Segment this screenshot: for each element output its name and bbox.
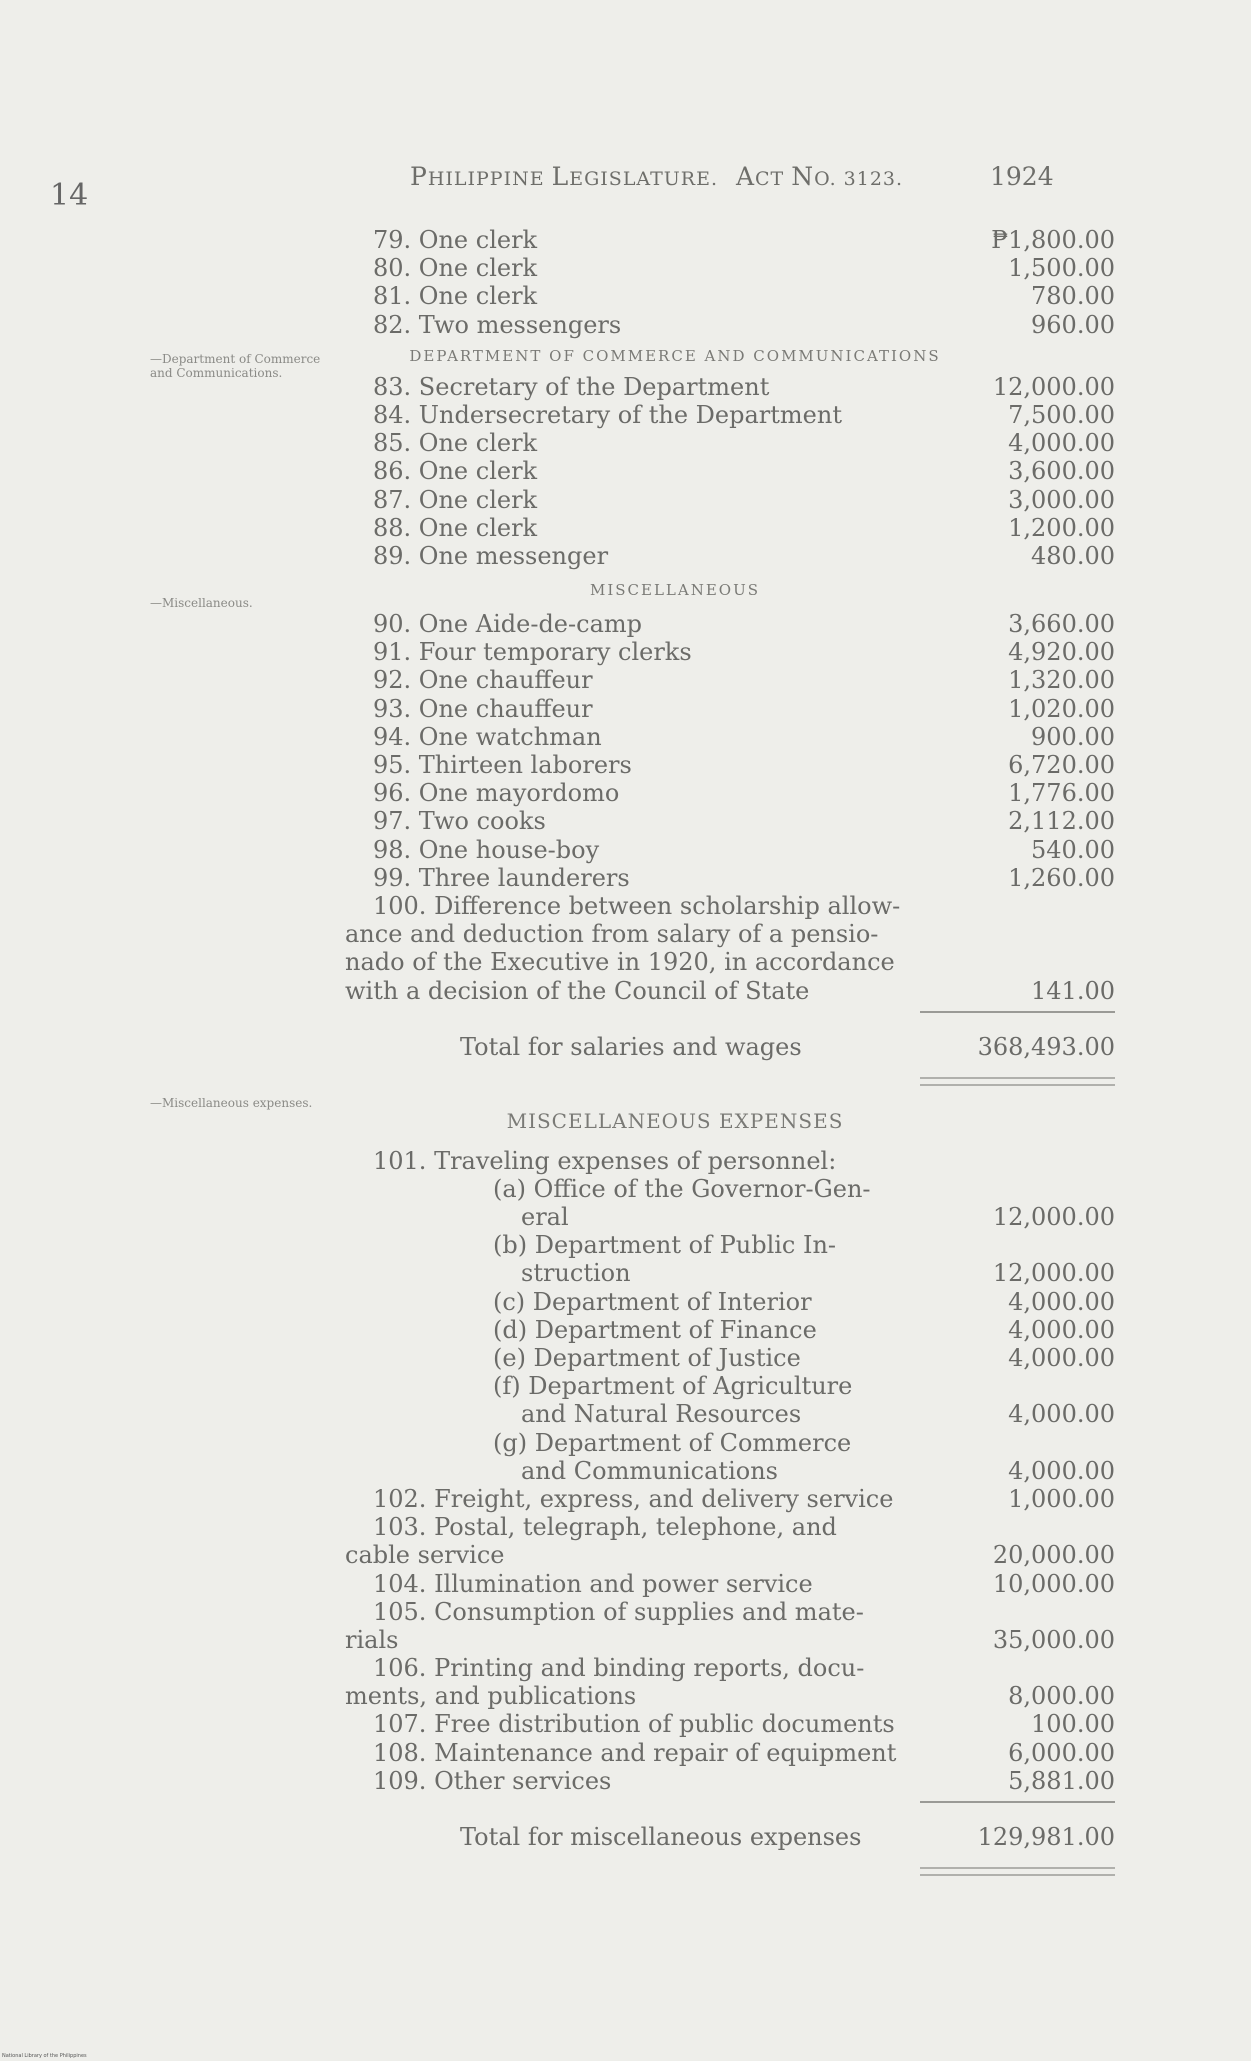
commerce-item-amount: 3,600.00 [1008,457,1115,486]
item-109-amount: 5,881.00 [1008,1766,1115,1795]
misc-item-row [345,751,1115,779]
misc-item-amount: 1,020.00 [1008,694,1115,723]
item-100-line4: with a decision of the Council of State 141.00 [345,976,1115,1005]
item-101f-amount: 4,000.00 [1008,1400,1115,1429]
misc-item-amount: 3,660.00 [1008,610,1115,639]
commerce-item-label: 83. Secretary of the Department [373,372,770,401]
line-item-row [345,254,1115,282]
misc-item-label: 99. Three launderers [373,863,630,892]
item-101g-line2: and Communications [521,1456,778,1485]
commerce-item-row [345,486,1115,514]
line-item-row [345,226,1115,254]
footer-credit: National Library of the Philippines [2,2053,87,2059]
item-101e: (e) Department of Justice [493,1344,801,1372]
item-101b-line2: struction [521,1259,631,1288]
misc-item-row [345,666,1115,694]
commerce-item-amount: 1,200.00 [1008,513,1115,542]
misc-item-amount: 1,260.00 [1008,863,1115,892]
item-105-line1: 105. Consumption of supplies and mate- [373,1597,864,1626]
margin-note-commerce: —Department of Commerce and Communications. [150,352,321,380]
item-108-amount: 6,000.00 [1008,1738,1115,1767]
margin-note-misc-expenses: —Miscellaneous expenses. [150,1096,313,1110]
item-100-line1: 100. Difference between scholarship allow- [373,891,901,920]
item-107-amount: 100.00 [1031,1710,1115,1739]
item-101d: (d) Department of Finance [493,1315,817,1344]
total-misc-expenses [345,1807,1115,1867]
item-100-line3: nado of the Executive in 1920, in accordance [345,948,895,977]
line-item-label: 79. One clerk [373,226,538,254]
total-salaries-amount: 368,493.00 [977,1032,1115,1061]
commerce-item-label: 84. Undersecretary of the Department [373,400,842,429]
item-101g-line1: (g) Department of Commerce [493,1428,852,1457]
misc-item-amount: 1,776.00 [1008,779,1115,808]
commerce-item-amount: 480.00 [1031,541,1115,570]
item-105-amount: 35,000.00 [992,1625,1115,1654]
line-item-label: 80. One clerk [373,254,538,283]
item-102: 102. Freight, express, and delivery service [373,1484,894,1513]
item-100-line2: ance and deduction from salary of a pensio- [345,920,879,949]
item-100-amount: 141.00 [1031,976,1115,1005]
commerce-item-label: 86. One clerk [373,457,538,486]
item-102-amount: 1,000.00 [1008,1484,1115,1513]
item-101g-amount: 4,000.00 [1008,1456,1115,1485]
appropriation-list [345,226,1115,1877]
misc-item-row [345,610,1115,638]
total-misc-label: Total for miscellaneous expenses [460,1823,862,1851]
misc-item-label: 93. One chauffeur [373,694,593,723]
item-103-line2: cable service [345,1541,505,1570]
item-101f-line2: and Natural Resources [521,1400,802,1429]
commerce-item-label: 89. One messenger [373,541,609,570]
item-103-amount: 20,000.00 [992,1541,1115,1570]
misc-item-label: 91. Four temporary clerks [373,638,692,667]
item-103-line1: 103. Postal, telegraph, telephone, and [373,1513,837,1542]
misc-item-label: 98. One house-boy [373,835,600,864]
commerce-item-label: 87. One clerk [373,485,538,514]
item-104-amount: 10,000.00 [992,1569,1115,1598]
item-101c-amount: 4,000.00 [1008,1287,1115,1316]
misc-item-amount: 2,112.00 [1008,807,1115,836]
subtotal-rule-misc [920,1801,1115,1803]
commerce-item-row [345,373,1115,401]
commerce-item-amount: 12,000.00 [992,372,1115,401]
margin-note-misc: —Miscellaneous. [150,596,253,610]
misc-item-amount: 900.00 [1031,722,1115,751]
misc-item-row [345,695,1115,723]
item-101c: (c) Department of Interior [493,1287,812,1316]
line-item-row [345,282,1115,310]
misc-item-row [345,807,1115,835]
item-108: 108. Maintenance and repair of equipment [373,1738,897,1767]
commerce-item-amount: 7,500.00 [1008,400,1115,429]
item-101f-line1: (f) Department of Agriculture [493,1372,853,1401]
total-salaries [345,1017,1115,1077]
misc-item-label: 94. One watchman [373,722,602,751]
line-item-amount: 780.00 [1031,282,1115,311]
line-item-amount: 1,500.00 [1008,254,1115,283]
item-101d-amount: 4,000.00 [1008,1315,1115,1344]
total-misc-double-rule [920,1867,1115,1876]
item-101b-line1: (b) Department of Public In- [493,1231,837,1260]
commerce-item-label: 88. One clerk [373,513,538,542]
running-head: PHILIPPINE LEGISLATURE. ACT NO. 3123. [410,162,904,191]
section-heading-misc-expenses: MISCELLANEOUS EXPENSES [506,1108,844,1133]
commerce-item-row [345,429,1115,457]
total-double-rule [920,1077,1115,1086]
misc-item-amount: 6,720.00 [1008,751,1115,779]
item-101a-line2: eral [521,1203,569,1232]
commerce-item-amount: 4,000.00 [1008,429,1115,458]
line-item-label: 81. One clerk [373,282,538,311]
misc-item-row [345,864,1115,892]
misc-item-label: 97. Two cooks [373,807,546,836]
item-101: 101. Traveling expenses of personnel: [373,1146,837,1175]
item-106-line1: 106. Printing and binding reports, docu- [373,1654,865,1683]
item-101b-amount: 12,000.00 [992,1259,1115,1288]
line-item-label: 82. Two messengers [373,310,622,339]
total-salaries-label: Total for salaries and wages [460,1032,802,1061]
subtotal-rule [920,1011,1115,1013]
misc-item-row [345,638,1115,666]
commerce-item-label: 85. One clerk [373,429,538,458]
section-heading-commerce: DEPARTMENT OF COMMERCE AND COMMUNICATIONS [409,346,941,365]
misc-item-row [345,723,1115,751]
commerce-item-row [345,542,1115,570]
commerce-item-row [345,514,1115,542]
misc-item-amount: 540.00 [1031,835,1115,864]
line-item-amount: ₱1,800.00 [991,226,1115,254]
item-106-amount: 8,000.00 [1008,1682,1115,1711]
item-104: 104. Illumination and power service [373,1569,813,1598]
misc-item-amount: 1,320.00 [1008,666,1115,695]
item-101e-amount: 4,000.00 [1008,1344,1115,1372]
section-heading-misc: MISCELLANEOUS [589,581,761,600]
commerce-item-row [345,457,1115,485]
item-107: 107. Free distribution of public documents [373,1710,895,1739]
misc-item-row [345,836,1115,864]
misc-item-label: 96. One mayordomo [373,779,620,808]
item-105-line2: rials [345,1625,399,1654]
misc-item-amount: 4,920.00 [1008,638,1115,667]
item-101a-line1: (a) Office of the Governor-Gen- [493,1174,871,1203]
misc-item-label: 95. Thirteen laborers [373,751,632,779]
item-109: 109. Other services [373,1766,612,1795]
page-number: 14 [50,178,89,213]
misc-item-row [345,779,1115,807]
running-head-year: 1924 [990,162,1054,191]
commerce-item-amount: 3,000.00 [1008,485,1115,514]
line-item-amount: 960.00 [1031,310,1115,339]
item-101a-amount: 12,000.00 [992,1203,1115,1232]
total-misc-amount: 129,981.00 [977,1823,1115,1851]
misc-item-label: 92. One chauffeur [373,666,593,695]
line-item-row [345,311,1115,339]
commerce-item-row [345,401,1115,429]
misc-item-label: 90. One Aide-de-camp [373,610,642,639]
item-106-line2: ments, and publications [345,1682,637,1711]
